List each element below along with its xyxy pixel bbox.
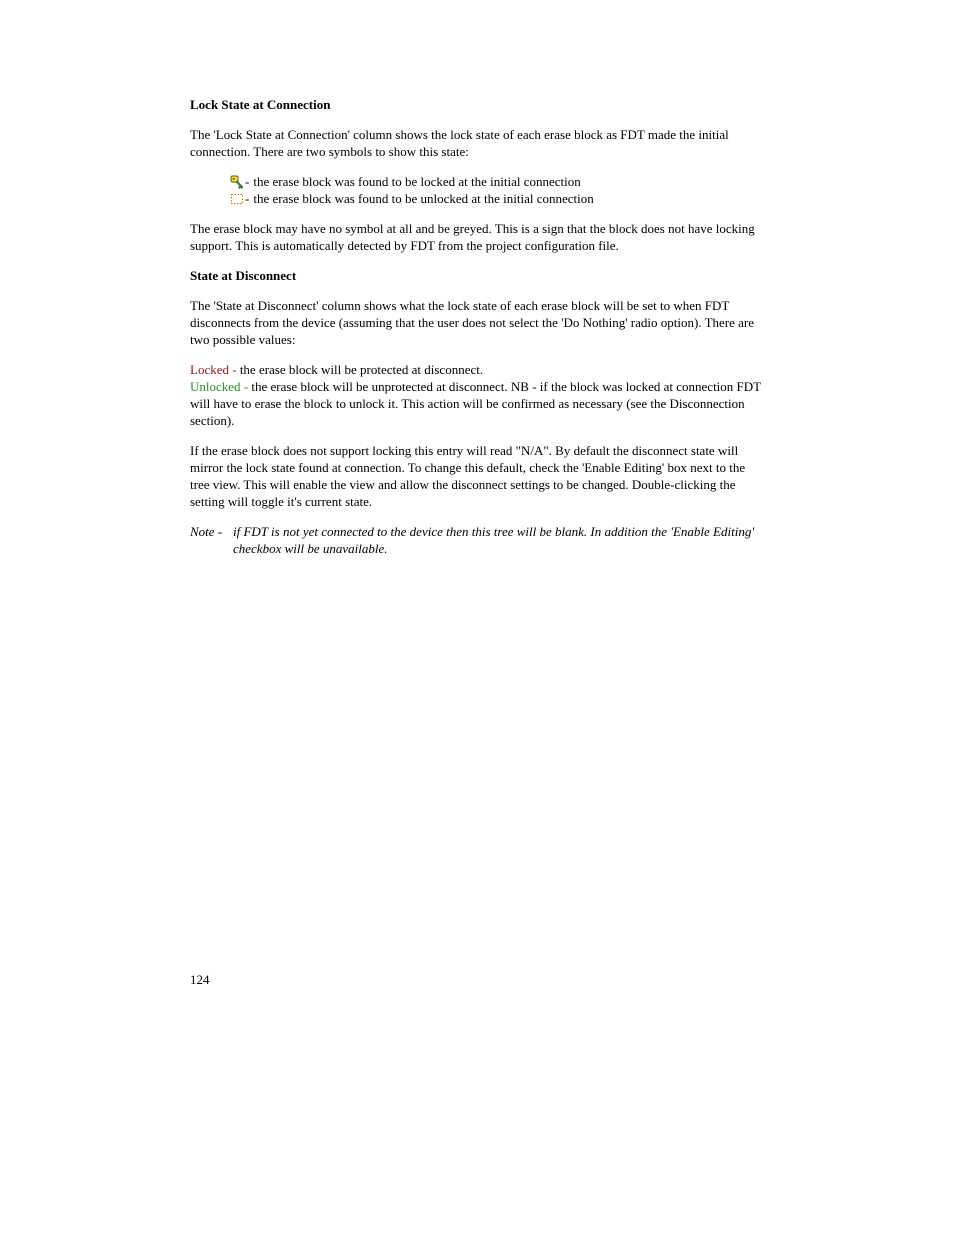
- symbol-row-unlocked: [230, 190, 762, 207]
- note-label: Note -: [190, 524, 223, 539]
- lock-state-intro: The 'Lock State at Connection' column shows the lock state of each erase block as FDT made the initial connection. There are two symbols to show this state:: [190, 127, 729, 159]
- symbol-list: [230, 173, 762, 207]
- locked-label: Locked -: [190, 362, 237, 377]
- symbol-dash: -: [245, 174, 250, 189]
- unlocked-description: the erase block will be unprotected at disconnect. NB - if the block was locked at connection FDT will have to erase the block to unlock it. This action will be confirmed as necessary (see the Disconnection section).: [190, 379, 761, 428]
- disconnect-intro: The 'State at Disconnect' column shows what the lock state of each erase block will be set to when FDT disconnects from the device (assuming that the user does not select the 'Do Nothing' radio option). There are two possible values:: [190, 298, 755, 347]
- default-state-paragraph: If the erase block does not support locking this entry will read "N/A". By default the disconnect state will mirror the lock state found at connection. To change this default, check the 'Enable Editing' box next to the tree view. This will enable the view and allow the disconnect settings to be changed. Double-clicking the setting will toggle it's current state.: [190, 443, 746, 509]
- note-text: if FDT is not yet connected to the device then this tree will be blank. In addition the 'Enable Editing' checkbox will be unavailable.: [233, 524, 755, 556]
- symbol-text-locked: the erase block was found to be locked at the initial connection: [253, 174, 581, 189]
- section-heading-lock-state: Lock State at Connection: [190, 97, 331, 112]
- symbol-text-unlocked: the erase block was found to be unlocked at the initial connection: [253, 191, 594, 206]
- no-symbol-paragraph: The erase block may have no symbol at all and be greyed. This is a sign that the block does not have locking support. This is automatically detected by FDT from the project configuration file.: [190, 221, 755, 253]
- section-heading-state-at-disconnect: State at Disconnect: [190, 268, 297, 283]
- note: [190, 523, 762, 557]
- symbol-row-locked: [230, 173, 762, 190]
- key-lock-icon: [230, 175, 244, 189]
- symbol-dash: -: [245, 191, 250, 206]
- locked-description: the erase block will be protected at disconnect.: [236, 362, 484, 377]
- document-page: [190, 96, 762, 557]
- disconnect-values: [190, 361, 762, 429]
- dotted-box-icon: [230, 192, 244, 206]
- page-number: 124: [190, 972, 210, 987]
- unlocked-label: Unlocked -: [190, 379, 249, 394]
